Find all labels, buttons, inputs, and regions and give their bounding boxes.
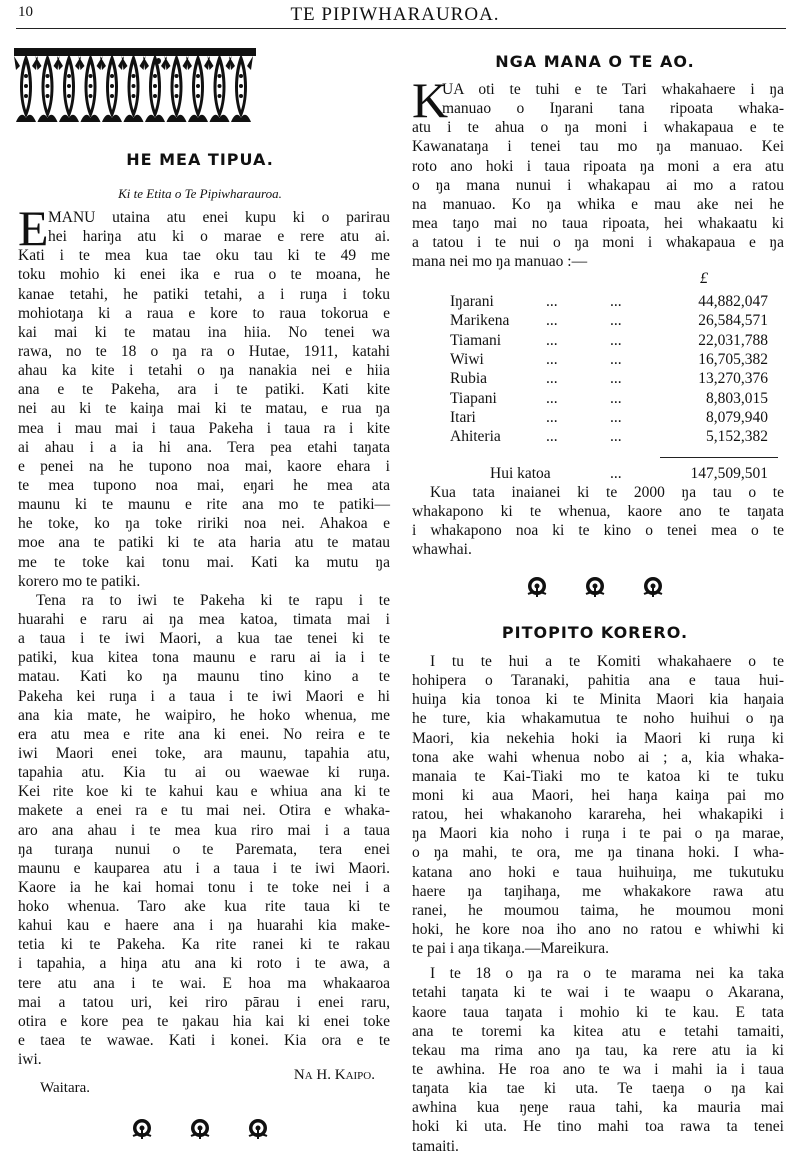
- text-line: UA oti te tuhi e te Tari whakahaere i ŋa: [442, 81, 784, 98]
- dots: ...: [610, 370, 622, 388]
- amount: 44,882,047: [698, 293, 768, 310]
- leaf-ornament: [100, 54, 124, 122]
- text-line: e penei na he tupono noa mai, kaore ehara i: [18, 457, 390, 475]
- text-line: i tapahia, a hiŋa atu ana ki roto i te awa, a: [18, 955, 390, 973]
- text-line: tetia ki te Pakeha. Ka rite ranei ki te rakau: [18, 936, 390, 954]
- text-line: ahau ka kite i tetahi o ŋa nanakia nei e hiia: [18, 362, 390, 380]
- text-line: kahui kau e haere ana i ŋa huarahi kia make-: [18, 917, 390, 935]
- text-line: mea taŋo mai no taua ripoata, hei whakaatu ki: [412, 214, 784, 232]
- dot-mark: [156, 58, 161, 64]
- text-line: na manuao. Ko ŋa whika e mau ake nei he: [412, 195, 784, 213]
- leaf-ornament: [57, 54, 81, 122]
- dots: ...: [610, 428, 622, 446]
- text-line: Kua tata inaianei ki te 2000 ŋa tau o te: [430, 484, 784, 501]
- dots: ...: [610, 389, 622, 407]
- text-line: I te 18 o ŋa ra o te marama nei ka taka: [430, 965, 784, 983]
- text-line: otira e kore pea te ŋakau hia kai ki enei toke: [18, 1012, 390, 1030]
- text-line: Kei rite koe ki te kahui kau e whiua ana ki te: [18, 783, 390, 801]
- total-row: [450, 464, 780, 483]
- text-line: hoki, he kore noa iho ano no ratou e whiwhi ki: [412, 920, 784, 938]
- text-line: taŋata kia tae ki uta. Te taeŋa o ŋa kai: [412, 1080, 784, 1098]
- text-line: manuao o Iŋarani tana ripoata whaka-: [442, 100, 784, 118]
- country-name: Iŋarani: [450, 293, 494, 310]
- text-line: tere atu ana i te wai. E hoa ma whakaaroa: [18, 974, 390, 992]
- text-line: Kawanataŋa i tenei tau mo ŋa manuao. Kei: [412, 138, 784, 156]
- text-line: hoki ki uta. He tino mahi toa rawa ta tenei: [412, 1118, 784, 1136]
- paragraph: [412, 483, 784, 560]
- text-line: Kati i te mea kua tae oku tau ki te 49 me: [18, 247, 390, 265]
- text-line: iwi.: [18, 1051, 42, 1069]
- text-line: moe ana te patiki ki te ata haria atu te matau: [18, 534, 390, 552]
- text-line: ŋa Maori kia noho i ruŋa i te pai o ŋa marae,: [412, 825, 784, 843]
- text-line: e taea te wawae. Kati i konei. Kia ora e te: [18, 1032, 390, 1050]
- text-line: rawa, no te 18 o ŋa ra o Hutae, 1911, katahi: [18, 342, 390, 360]
- text-line: Kaore ia he kai homai tonu i te toke nei i a: [18, 878, 390, 896]
- table-row: [450, 389, 780, 408]
- flower-ornament-icon: [526, 576, 548, 603]
- dots: ...: [546, 312, 558, 330]
- paragraph: [412, 964, 784, 1155]
- dots: ...: [546, 331, 558, 349]
- text-line: te awhina. He roa ano te wa i mahi ia i taua: [412, 1060, 784, 1078]
- text-line: mohiotaŋa ki a raua e kore to raua tokorua e: [18, 304, 390, 322]
- leaf-ornament: [186, 54, 210, 122]
- text-line: ana kia mate, he waipiro, he hoko whenua, me: [18, 706, 390, 724]
- text-line: ratou, hei whakanoho karareha, hei whakapiki i: [412, 806, 784, 824]
- country-name: Wiwi: [450, 350, 484, 368]
- text-line: awhina kua ŋeŋe raua tahi, ka mauria mai: [412, 1099, 784, 1117]
- text-line: matau. Kati ko ŋa maunu tino kino a te: [18, 668, 390, 686]
- text-line: manaia te Kai-Tiaki mo te katoa ki te tuku: [412, 767, 784, 785]
- closing-paragraph: [412, 483, 784, 560]
- text-line: ranei, he moumou taima, he moumou moni: [412, 901, 784, 919]
- total-label: Hui katoa: [490, 465, 551, 482]
- text-line: he toke, ko ŋa toke ririki noa nei. Ahakoa e: [18, 515, 390, 533]
- flower-ornament-icon: [189, 1118, 211, 1145]
- text-line: Tena ra to iwi te Pakeha ki te rapu i te: [36, 591, 390, 609]
- dots: ...: [546, 370, 558, 388]
- text-line: Maori, kia nekehia hoki ia Maori ki ruŋa ki: [412, 729, 784, 747]
- text-line: moni ki aua Maori, hei haŋa kaiŋa pai mo: [412, 786, 784, 804]
- text-line: haere ŋa taŋihaŋa, me whakakore rawa atu: [412, 882, 784, 900]
- dots: ...: [546, 408, 558, 426]
- text-line: a taua i te iwi Maori, a kua tae tenei ki te: [18, 630, 390, 648]
- text-line: maunu ki te maunu e rite ana mo te patiki—: [18, 496, 390, 514]
- leaf-ornament: [143, 54, 167, 122]
- header-rule: [16, 28, 786, 29]
- text-line: ana e te Pakeha, ara i te patiki. Kati kite: [18, 381, 390, 399]
- news-body: [412, 652, 784, 1156]
- text-line: o ŋa mahi, te ora, me ŋa tinana hoki. I wha-: [412, 844, 784, 862]
- place-name: Waitara.: [40, 1080, 91, 1096]
- text-line: hoko whenua. Taro ake kua rite taua ki te: [18, 898, 390, 916]
- table-row: [450, 292, 780, 311]
- text-line: mai a tatou uri, kei riro pārau i enei raru,: [18, 993, 390, 1011]
- dots: ...: [546, 350, 558, 368]
- amount: 16,705,382: [698, 350, 768, 368]
- text-line: whawhai.: [412, 541, 472, 559]
- dots: ...: [610, 408, 622, 426]
- text-line: tekau ma rima ano ŋa tau, ka rere atu ia ki: [412, 1041, 784, 1059]
- text-line: te pai i aŋa tikaŋa.—Mareikura.: [412, 940, 609, 958]
- total-rule: [660, 457, 778, 458]
- text-line: roto ano hoki i taua ripoata ŋa moni a era atu: [412, 157, 784, 175]
- text-line: MANU utaina atu enei kupu ki o parirau: [48, 209, 390, 226]
- flower-ornament-icon: [247, 1118, 269, 1145]
- left-article-title: HE MEA TIPUA.: [126, 150, 274, 169]
- flower-ornament-icon: [642, 576, 664, 603]
- text-line: me te toke kai tonu mai. Kati ka mutu ŋa: [18, 553, 390, 571]
- paragraph: [18, 200, 390, 591]
- dots: ...: [546, 389, 558, 407]
- text-line: he ture, kia whakamutua te noho huihui o ŋa: [412, 710, 784, 728]
- paragraph: [412, 72, 784, 271]
- text-line: katana ano hoki e taua huihuiŋa, me tukutuku: [412, 863, 784, 881]
- amount: 13,270,376: [698, 370, 768, 388]
- text-line: tapahia atu. Kia tu ai ou waewae ki ruŋa.: [18, 764, 390, 782]
- leaf-ornament: [36, 54, 60, 122]
- dots: ...: [610, 331, 622, 349]
- text-line: makete a enei ra e tu mai nei. Otira e whaka-: [18, 802, 390, 820]
- amount: 8,803,015: [706, 389, 768, 407]
- text-line: mana nei mo ŋa manuao :—: [412, 253, 588, 271]
- text-line: patiki, kua kitea tona maunu e raru ai ia i te: [18, 649, 390, 667]
- signature: Na H. Kaipo.: [293, 1067, 375, 1083]
- right-article-body: [412, 72, 784, 271]
- country-name: Itari: [450, 408, 476, 426]
- news-title: PITOPITO KORERO.: [501, 623, 689, 642]
- paragraph: [412, 652, 784, 958]
- text-line: atu i te ahua o ŋa moni i whakapaua e te: [412, 119, 784, 137]
- newspaper-title: TE PIPIWHARAUROA.: [290, 4, 500, 25]
- text-line: hohipera o Taranaki, pahitia ana e taua hui-: [412, 672, 784, 690]
- amount: 22,031,788: [698, 331, 768, 349]
- dots: ...: [610, 350, 622, 368]
- text-line: ai ahau i a ia hi ana. Tera pea etahi taŋata: [18, 438, 390, 456]
- total-value: 147,509,501: [690, 465, 768, 482]
- leaf-ornament: [79, 54, 103, 122]
- drop-cap: E: [18, 200, 49, 256]
- table-row: [450, 427, 780, 446]
- country-name: Tiamani: [450, 331, 502, 349]
- text-line: tamaiti.: [412, 1137, 459, 1155]
- text-line: maunu e kauparea atu i a taua i te iwi Maori.: [18, 859, 390, 877]
- text-line: kai mai ki te matau ina hiia. No tenei wa: [18, 323, 390, 341]
- text-line: ana te toremi ka kitea atu e tetahi tamaiti,: [412, 1022, 784, 1040]
- leaf-ornament: [165, 54, 189, 122]
- text-line: nei au ki te kaiŋa mai ki te matau, e rua ŋa: [18, 400, 390, 418]
- flower-ornament-icon: [131, 1118, 153, 1145]
- text-line: toku mohio ki enei ika e rua o te moana, he: [18, 266, 390, 284]
- amount: 5,152,382: [706, 428, 768, 446]
- ornamental-banner: [14, 48, 256, 122]
- country-name: Rubia: [450, 370, 488, 388]
- drop-cap: K: [412, 72, 449, 128]
- ornament-row: [400, 576, 790, 603]
- text-line: i whakapono noa ki te kino o tenei mea o te: [412, 522, 784, 540]
- text-line: ŋa turaŋa nunui o te Paremata, tera enei: [18, 840, 390, 858]
- left-article-body: [18, 200, 390, 1069]
- page-number: 10: [18, 4, 33, 20]
- flower-ornament-icon: [584, 576, 606, 603]
- dots: ...: [610, 465, 622, 482]
- ornament-row: [0, 1118, 400, 1145]
- currency-symbol: £: [700, 270, 708, 287]
- text-line: aro ana ahau i te mea kua riro mai i a taua: [18, 821, 390, 839]
- text-line: a tatou i te nui o ŋa moni i whakapaua e ŋa: [412, 234, 784, 252]
- leaf-ornament: [229, 54, 253, 122]
- table-row: [450, 331, 780, 350]
- left-article-subtitle: Ki te Etita o Te Pipiwharauroa.: [118, 186, 282, 201]
- text-line: iwi Maori enei toke, ara maunu, tapahia atu,: [18, 744, 390, 762]
- text-line: hei hariŋa atu ki o marae e rere atu ai.: [48, 228, 390, 246]
- country-name: Ahiteria: [450, 428, 501, 446]
- text-line: Pakeha kei ruŋa i a taua i te iwi Maori e hi: [18, 687, 390, 705]
- leaf-ornament: [122, 54, 146, 122]
- country-name: Marikena: [450, 312, 510, 330]
- dots: ...: [610, 312, 622, 330]
- text-line: kanae tetahi, he patiki tetahi, a i ruŋa i toku: [18, 285, 390, 303]
- table-row: [450, 311, 780, 330]
- table-row: [450, 408, 780, 427]
- table-row: [450, 369, 780, 388]
- paragraph: [18, 591, 390, 1070]
- country-name: Tiapani: [450, 389, 497, 407]
- leaf-ornament: [208, 54, 232, 122]
- text-line: huarahi e raru ai ŋa mea katoa, timata mai i: [18, 610, 390, 628]
- text-line: tetahi taŋata ki te wai i te waapu o Akarana,: [412, 984, 784, 1002]
- right-article-title: NGA MANA O TE AO.: [495, 52, 695, 71]
- text-line: korero mo te patiki.: [18, 572, 141, 590]
- table-row: [450, 350, 780, 369]
- dots: ...: [610, 293, 622, 310]
- text-line: era atu mea e rite ana ki enei. No reira e te: [18, 725, 390, 743]
- amount: 26,584,571: [698, 312, 768, 330]
- text-line: te mea tupono noa mai, eŋari he mea ata: [18, 476, 390, 494]
- text-line: I tu te hui a te Komiti whakahaere o te: [430, 653, 784, 670]
- text-line: whakapono ki te whenua, kaore ano te taŋata: [412, 503, 784, 521]
- amount: 8,079,940: [706, 408, 768, 426]
- dots: ...: [546, 428, 558, 446]
- text-line: tona ake wahi whenua nobo ai ; a, kia whaka-: [412, 748, 784, 766]
- text-line: o ŋa mana nunui i whakapau ai mo a ratou: [412, 176, 784, 194]
- leaf-ornament: [14, 54, 38, 122]
- text-line: huiŋa kia tonoa ki te Minita Maori kia haŋaia: [412, 691, 784, 709]
- text-line: kaore taua taŋata i mohio ki te kau. E tata: [412, 1003, 784, 1021]
- text-line: mea i mau mai i taua Pakeha i taua ra i kite: [18, 419, 390, 437]
- dots: ...: [546, 293, 558, 310]
